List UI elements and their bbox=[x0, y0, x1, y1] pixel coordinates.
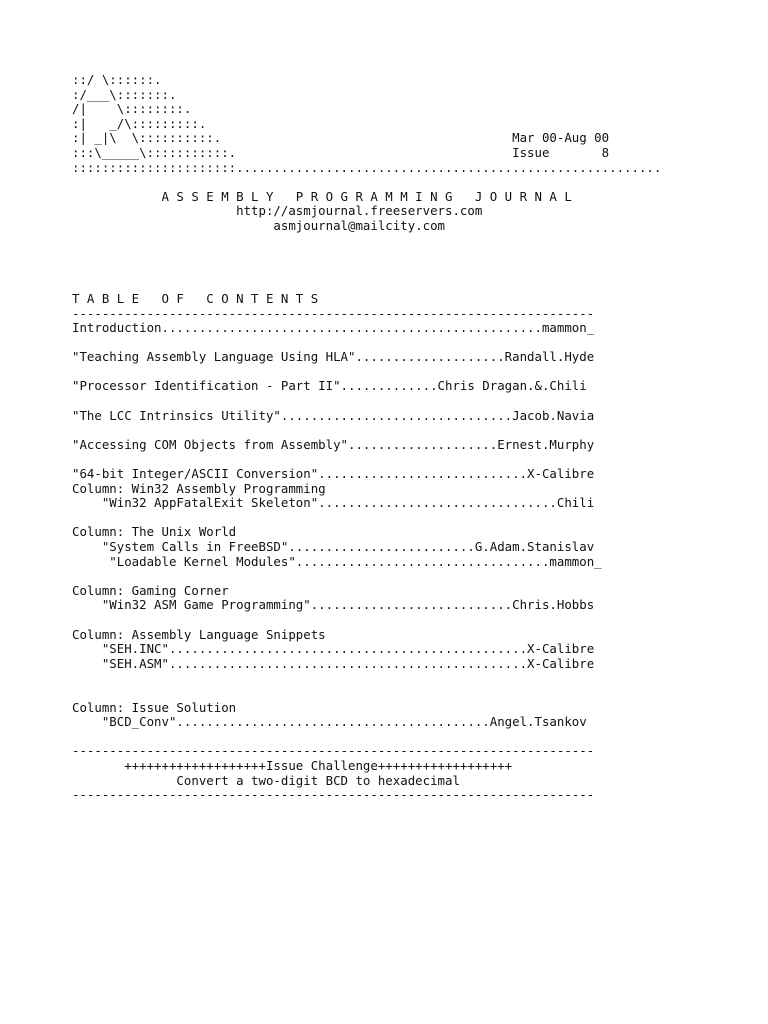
logo-line-issue: :::\_____\:::::::::::. Issue 8 bbox=[72, 144, 610, 160]
toc-entry: "Win32 AppFatalExit Skeleton"................................Chili bbox=[72, 495, 595, 511]
toc-blank-line bbox=[72, 569, 752, 584]
spacer bbox=[72, 263, 752, 278]
toc-entry: "Win32 ASM Game Programming"...........................Chris.Hobbs bbox=[72, 597, 595, 613]
spacer bbox=[72, 234, 752, 249]
toc-entry: Introduction...................................................mammon_ bbox=[72, 320, 595, 336]
journal-title: A S S E M B L Y P R O G R A M M I N G J O U R N A L bbox=[72, 188, 572, 204]
toc-blank-line bbox=[72, 365, 752, 380]
spacer bbox=[72, 175, 752, 190]
toc-entry: "Loadable Kernel Modules"..................................mammon_ bbox=[72, 553, 602, 569]
spacer bbox=[72, 248, 752, 263]
challenge-title: +++++++++++++++++++Issue Challenge++++++++++++++++++ bbox=[72, 757, 513, 773]
toc-entries bbox=[72, 321, 752, 744]
toc-entry: "Teaching Assembly Language Using HLA"....................Randall.Hyde bbox=[72, 349, 595, 365]
toc-entry: "System Calls in FreeBSD".........................G.Adam.Stanislav bbox=[72, 539, 595, 554]
issue-challenge bbox=[72, 744, 752, 802]
toc-entry: "Accessing COM Objects from Assembly"....................Ernest.Murphy bbox=[72, 436, 595, 452]
journal-url: http://asmjournal.freeservers.com bbox=[72, 203, 483, 219]
toc-entry: Column: Win32 Assembly Programming bbox=[72, 480, 326, 496]
challenge-text: Convert a two-digit BCD to hexadecimal bbox=[72, 772, 460, 788]
toc-entry: Column: Issue Solution bbox=[72, 699, 237, 715]
toc-blank-line bbox=[72, 730, 752, 745]
logo-line-2: :/___\:::::::. bbox=[72, 86, 177, 102]
challenge-rule-bottom: ---------------------------------------------------------------------- bbox=[72, 787, 595, 803]
toc-entry: "SEH.INC"................................................X-Calibre bbox=[72, 641, 595, 657]
logo-line-dots: ::::::::::::::::::::::......................................................... bbox=[72, 159, 662, 175]
toc-blank-line bbox=[72, 336, 752, 351]
toc-entry: Column: Assembly Language Snippets bbox=[72, 626, 326, 642]
logo-line-3: /| \::::::::. bbox=[72, 101, 192, 117]
toc-blank-line bbox=[72, 394, 752, 409]
toc-blank-line bbox=[72, 452, 752, 467]
toc-blank-line bbox=[72, 511, 752, 526]
toc-blank-line bbox=[72, 613, 752, 628]
toc-blank-line bbox=[72, 686, 752, 701]
toc-entry: "BCD_Conv"..........................................Angel.Tsankov bbox=[72, 714, 587, 730]
toc-entry: "64-bit Integer/ASCII Conversion"............................X-Calibre bbox=[72, 466, 595, 482]
logo-line-4: :| _/\:::::::::. bbox=[72, 115, 207, 131]
journal-email: asmjournal@mailcity.com bbox=[72, 217, 445, 233]
journal-page bbox=[72, 73, 752, 803]
toc-heading: T A B L E O F C O N T E N T S bbox=[72, 290, 319, 306]
toc-entry: "Processor Identification - Part II".............Chris Dragan.&.Chili bbox=[72, 378, 587, 394]
challenge-rule-top: ---------------------------------------------------------------------- bbox=[72, 743, 595, 759]
logo-line-1: ::/ \::::::. bbox=[72, 72, 162, 87]
toc-entry: "The LCC Intrinsics Utility"...............................Jacob.Navia bbox=[72, 407, 595, 423]
toc-rule: ---------------------------------------------------------------------- bbox=[72, 305, 595, 321]
masthead bbox=[72, 73, 752, 234]
spacer bbox=[72, 277, 752, 292]
table-of-contents bbox=[72, 292, 752, 744]
toc-entry: Column: The Unix World bbox=[72, 524, 237, 540]
toc-blank-line bbox=[72, 423, 752, 438]
toc-entry: "SEH.ASM"................................................X-Calibre bbox=[72, 655, 595, 671]
toc-entry: Column: Gaming Corner bbox=[72, 582, 229, 598]
toc-blank-line bbox=[72, 671, 752, 686]
logo-line-date: :| _|\ \::::::::::. Mar 00-Aug 00 bbox=[72, 130, 610, 146]
